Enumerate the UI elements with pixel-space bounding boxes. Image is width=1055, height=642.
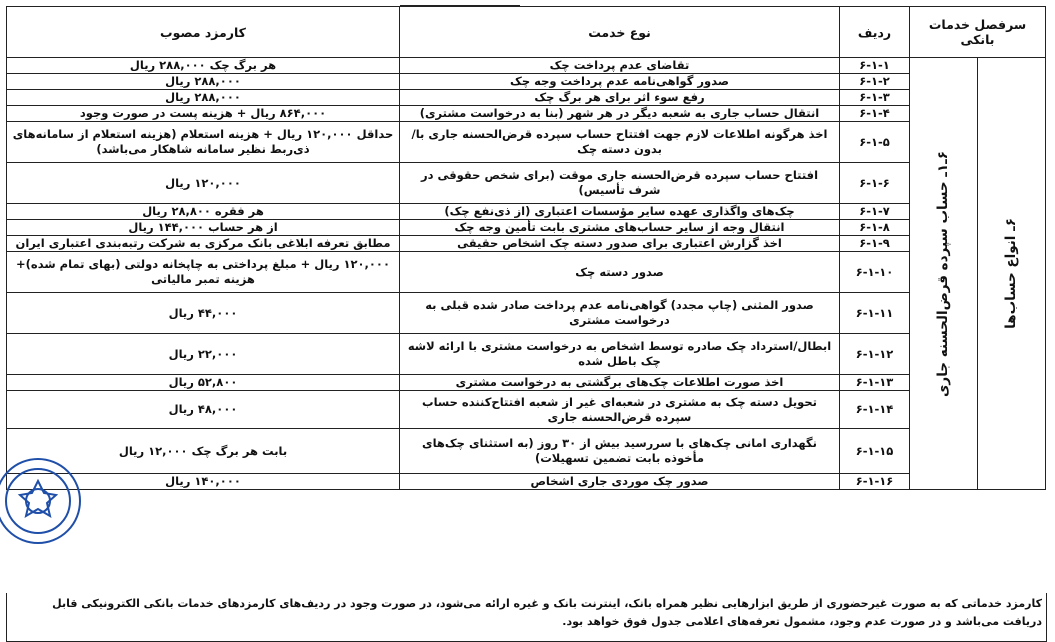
group-cell — [978, 58, 1046, 490]
table-row — [7, 90, 1046, 106]
row-number-cell: ۶-۱-۲ — [840, 74, 910, 90]
table-row — [7, 293, 1046, 334]
service-cell: اخذ گزارش اعتباری برای صدور دسته چک اشخاص حقیقی — [400, 236, 840, 252]
fee-cell: ۴۴,۰۰۰ ریال — [7, 293, 400, 334]
header-section: سرفصل خدمات بانکی — [910, 7, 1046, 58]
header-row-number: ردیف — [840, 7, 910, 58]
header-service-type: نوع خدمت — [400, 7, 840, 58]
fee-table — [6, 6, 1046, 490]
subgroup-label: ۶ـ۱ـ حساب سپرده قرض‌الحسنه جاری — [935, 150, 951, 397]
table-row — [7, 220, 1046, 236]
table-row — [7, 429, 1046, 474]
group-label: ۶ـ انواع حساب‌ها — [1003, 218, 1019, 329]
row-number-cell: ۶-۱-۱ — [840, 58, 910, 74]
row-number-cell: ۶-۱-۸ — [840, 220, 910, 236]
fee-cell: ۲۸۸,۰۰۰ ریال — [7, 90, 400, 106]
table-row — [7, 391, 1046, 429]
table-row — [7, 334, 1046, 375]
fee-cell: از هر حساب ۱۴۴,۰۰۰ ریال — [7, 220, 400, 236]
fee-cell: ۴۸,۰۰۰ ریال — [7, 391, 400, 429]
fee-cell: ۱۴۰,۰۰۰ ریال — [7, 474, 400, 490]
table-row — [7, 122, 1046, 163]
table-row — [7, 236, 1046, 252]
row-number-cell: ۶-۱-۱۶ — [840, 474, 910, 490]
service-cell: انتقال وجه از سایر حساب‌های مشتری بابت تأمین وجه چک — [400, 220, 840, 236]
table-row — [7, 474, 1046, 490]
row-number-cell: ۶-۱-۵ — [840, 122, 910, 163]
service-cell: صدور گواهی‌نامه عدم پرداخت وجه چک — [400, 74, 840, 90]
fee-cell: ۲۲,۰۰۰ ریال — [7, 334, 400, 375]
service-cell: تقاضای عدم پرداخت چک — [400, 58, 840, 74]
service-cell: افتتاح حساب سپرده قرض‌الحسنه جاری موقت (برای شخص حقوقی در شرف تأسیس) — [400, 163, 840, 204]
row-number-cell: ۶-۱-۱۰ — [840, 252, 910, 293]
service-cell: ابطال/استرداد چک صادره توسط اشخاص به درخواست مشتری با ارائه لاشه چک باطل شده — [400, 334, 840, 375]
footnote: کارمزد خدماتی که به صورت غیرحضوری از طریق ابزارهایی نظیر همراه بانک، اینترنت بانک و غیره ارائه می‌شود، در صورت وجود در ردیف‌های کارمزدهای خدمات بانکی الکترونیکی قابل دریافت می‌باشد و در صورت عدم وجود، مشمول تعرفه‌های اعلامی جدول فوق خواهد بود. — [6, 593, 1047, 642]
row-number-cell: ۶-۱-۱۴ — [840, 391, 910, 429]
official-stamp — [0, 426, 82, 576]
fee-cell: ۸۶۴,۰۰۰ ریال + هزینه پست در صورت وجود — [7, 106, 400, 122]
fee-cell: ۲۸۸,۰۰۰ ریال — [7, 74, 400, 90]
service-cell: رفع سوء اثر برای هر برگ چک — [400, 90, 840, 106]
fee-cell: هر برگ چک ۲۸۸,۰۰۰ ریال — [7, 58, 400, 74]
service-cell: اخذ هرگونه اطلاعات لازم جهت افتتاح حساب سپرده قرض‌الحسنه جاری با/بدون دسته چک — [400, 122, 840, 163]
table-row — [7, 58, 1046, 74]
row-number-cell: ۶-۱-۱۳ — [840, 375, 910, 391]
fee-cell: ۱۲۰,۰۰۰ ریال — [7, 163, 400, 204]
service-cell: اخذ صورت اطلاعات چک‌های برگشتی به درخواست مشتری — [400, 375, 840, 391]
fee-cell: حداقل ۱۲۰,۰۰۰ ریال + هزینه استعلام (هزینه استعلام از سامانه‌های ذی‌ربط نظیر سامانه شاهکار می‌باشد) — [7, 122, 400, 163]
row-number-cell: ۶-۱-۹ — [840, 236, 910, 252]
table-row — [7, 204, 1046, 220]
fee-cell: ۵۲,۸۰۰ ریال — [7, 375, 400, 391]
table-header-row — [7, 7, 1046, 58]
service-cell: نگهداری امانی چک‌های با سررسید بیش از ۳۰ روز (به استثنای چک‌های مأخوذه بابت تضمین تسهیلات) — [400, 429, 840, 474]
service-cell: چک‌های واگذاری عهده سایر مؤسسات اعتباری (از ذی‌نفع چک) — [400, 204, 840, 220]
fee-cell: مطابق تعرفه ابلاغی بانک مرکزی به شرکت رتبه‌بندی اعتباری ایران — [7, 236, 400, 252]
fee-cell: هر فقره ۲۸,۸۰۰ ریال — [7, 204, 400, 220]
service-cell: انتقال حساب جاری به شعبه دیگر در هر شهر (بنا به درخواست مشتری) — [400, 106, 840, 122]
table-row — [7, 74, 1046, 90]
row-number-cell: ۶-۱-۱۱ — [840, 293, 910, 334]
table-body — [7, 58, 1046, 490]
subgroup-cell — [910, 58, 978, 490]
service-cell: صدور دسته چک — [400, 252, 840, 293]
fee-cell: بابت هر برگ چک ۱۲,۰۰۰ ریال — [7, 429, 400, 474]
table-row — [7, 163, 1046, 204]
service-cell: صدور چک موردی جاری اشخاص — [400, 474, 840, 490]
table-row — [7, 106, 1046, 122]
table-row — [7, 252, 1046, 293]
header-approved-fee: کارمزد مصوب — [7, 7, 400, 58]
row-number-cell: ۶-۱-۴ — [840, 106, 910, 122]
service-cell: تحویل دسته چک به مشتری در شعبه‌ای غیر از شعبه افتتاح‌کننده حساب سپرده قرض‌الحسنه جاری — [400, 391, 840, 429]
row-number-cell: ۶-۱-۶ — [840, 163, 910, 204]
fee-cell: ۱۲۰,۰۰۰ ریال + مبلغ پرداختی به چاپخانه دولتی (بهای تمام شده)+ هزینه تمبر مالیاتی — [7, 252, 400, 293]
table-row — [7, 375, 1046, 391]
row-number-cell: ۶-۱-۱۲ — [840, 334, 910, 375]
row-number-cell: ۶-۱-۷ — [840, 204, 910, 220]
row-number-cell: ۶-۱-۳ — [840, 90, 910, 106]
row-number-cell: ۶-۱-۱۵ — [840, 429, 910, 474]
service-cell: صدور المثنی (چاپ مجدد) گواهی‌نامه عدم پرداخت صادر شده قبلی به درخواست مشتری — [400, 293, 840, 334]
